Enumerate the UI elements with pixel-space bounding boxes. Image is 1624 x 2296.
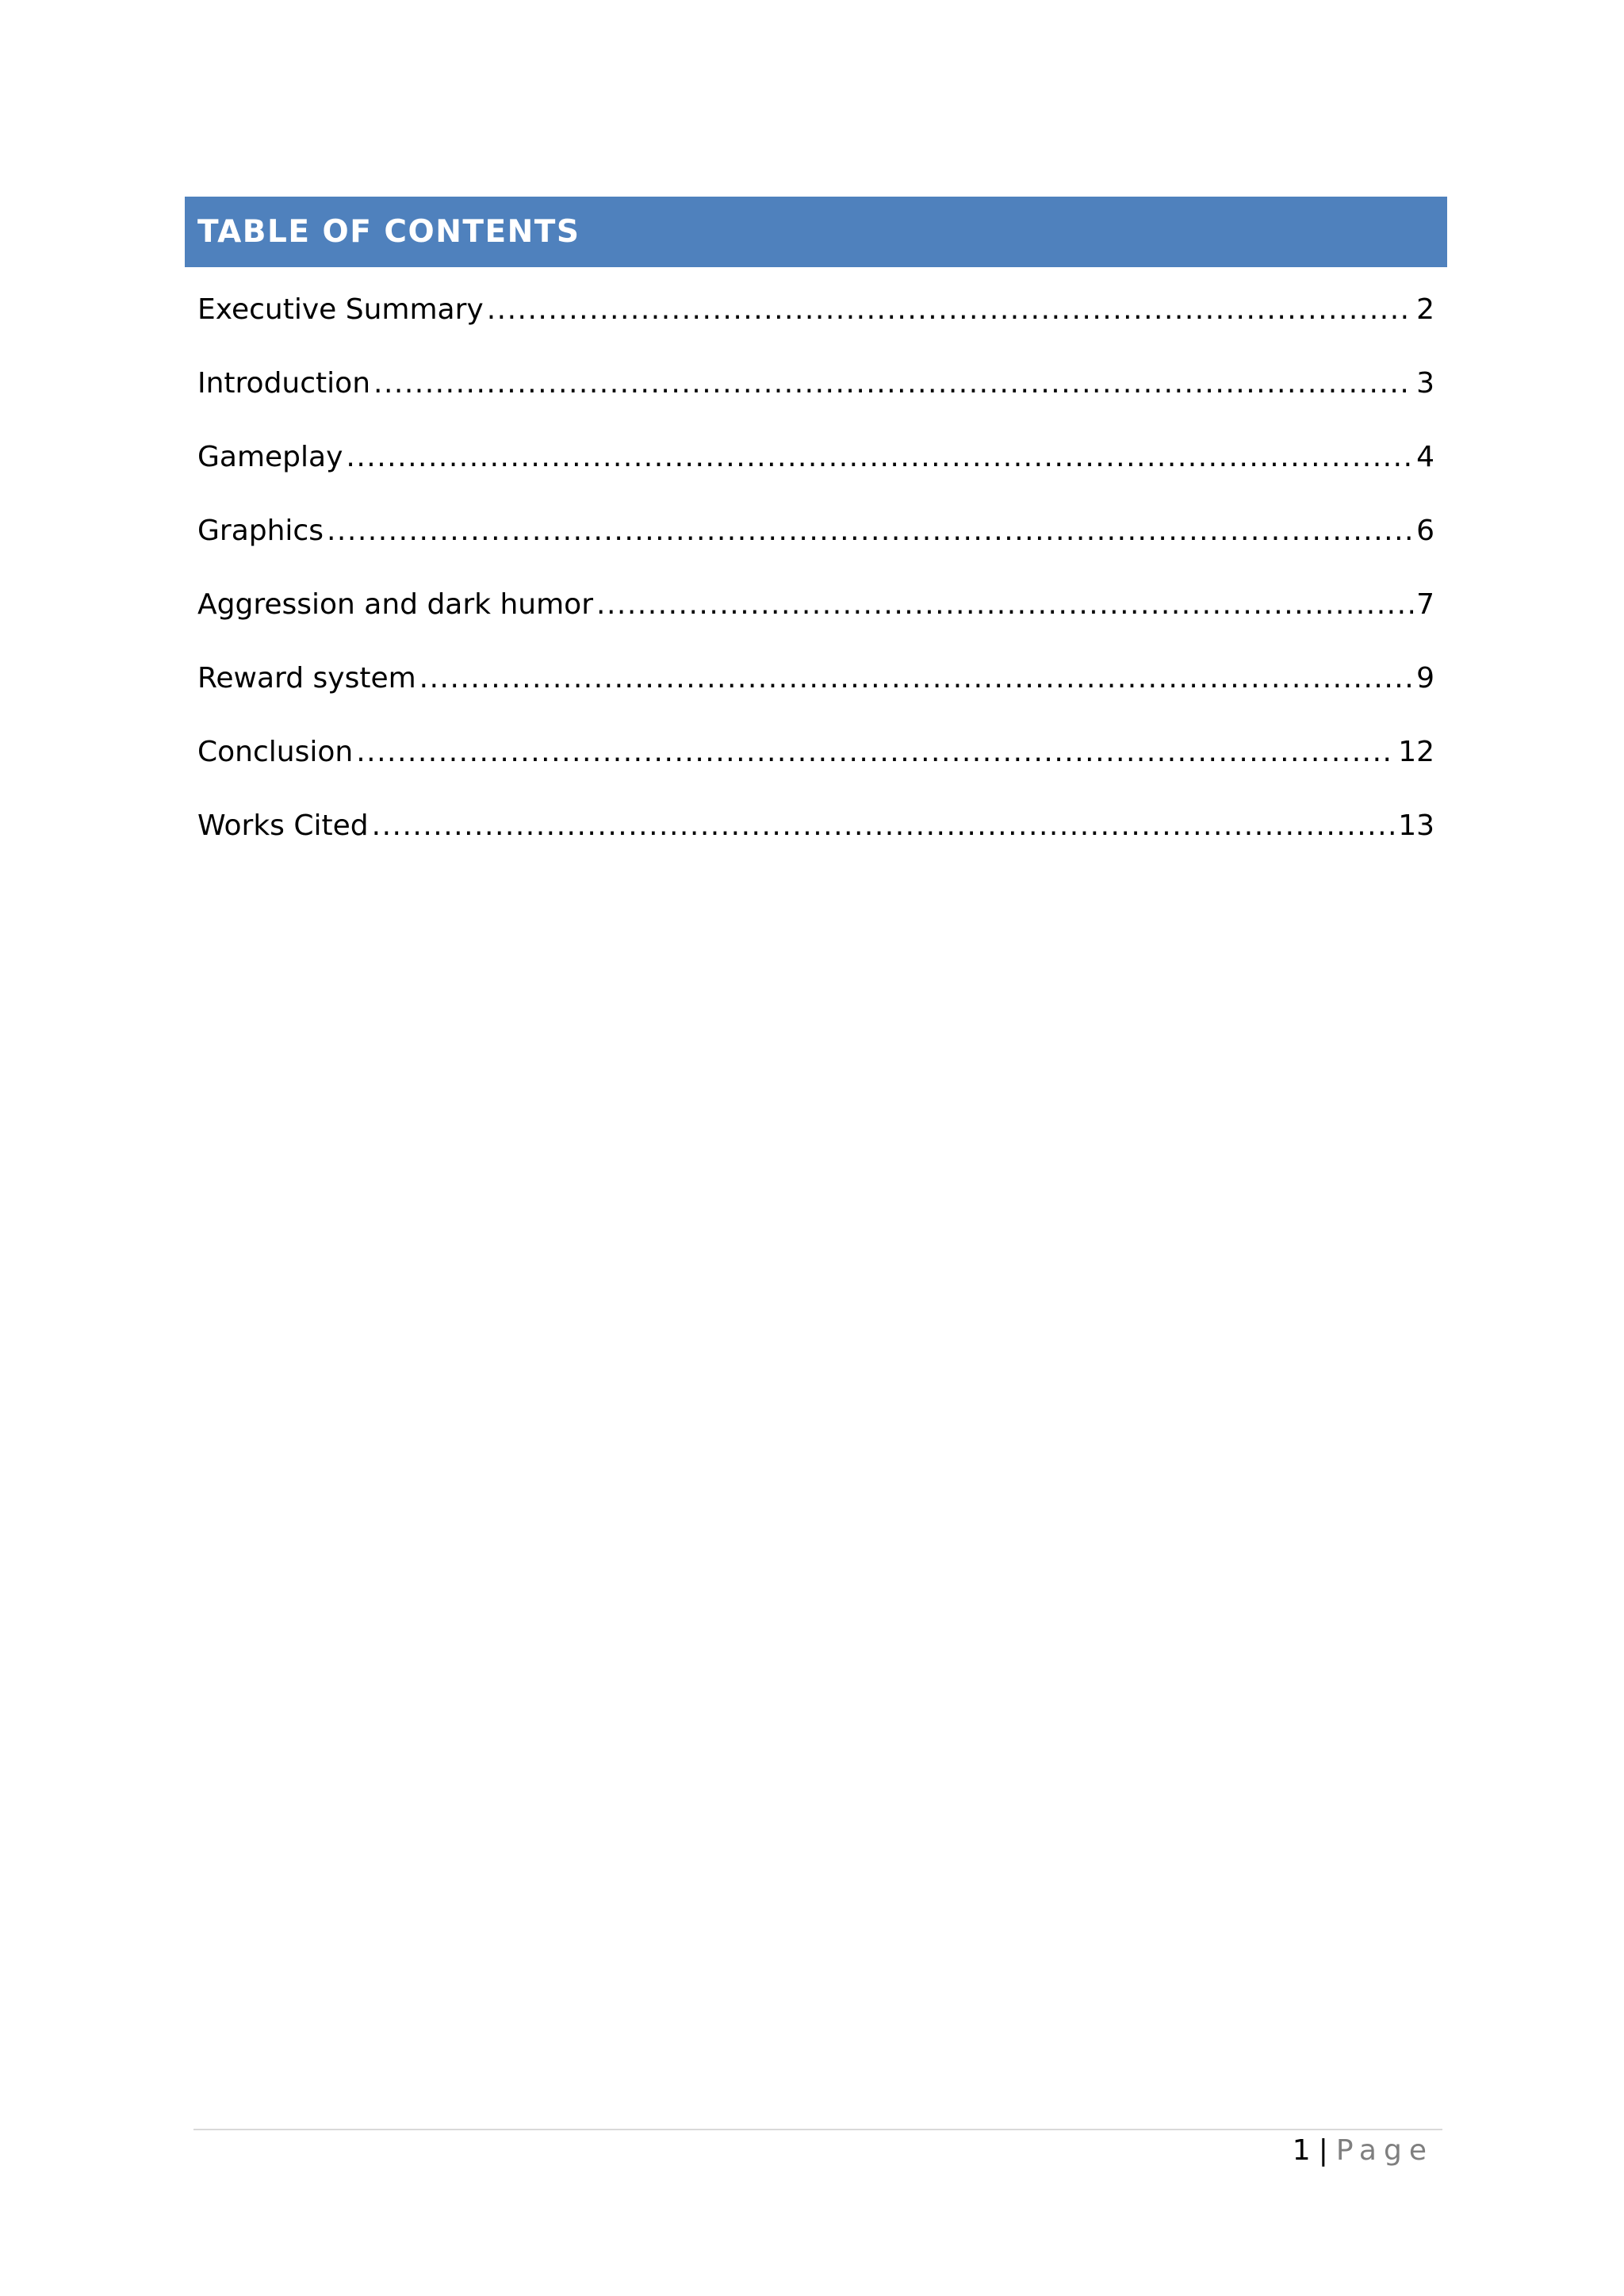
toc-entry-introduction[interactable]	[197, 367, 1434, 441]
toc-dot-leader	[419, 662, 1413, 695]
toc-dot-leader	[327, 515, 1413, 547]
footer-separator: |	[1318, 2134, 1328, 2167]
toc-list	[197, 293, 1434, 883]
toc-entry-page-number: 7	[1416, 588, 1434, 621]
toc-dot-leader	[487, 293, 1413, 326]
toc-entry-label: Executive Summary	[197, 293, 484, 326]
toc-dot-leader	[356, 736, 1395, 768]
toc-entry-aggression-and-dark-humor[interactable]	[197, 588, 1434, 662]
toc-entry-conclusion[interactable]	[197, 736, 1434, 809]
toc-entry-label: Introduction	[197, 367, 371, 400]
toc-entry-label: Graphics	[197, 515, 324, 547]
toc-entry-gameplay[interactable]	[197, 441, 1434, 515]
toc-entry-page-number: 2	[1416, 293, 1434, 326]
toc-entry-page-number: 4	[1416, 441, 1434, 473]
toc-entry-executive-summary[interactable]	[197, 293, 1434, 367]
toc-dot-leader	[372, 809, 1396, 842]
toc-entry-label: Reward system	[197, 662, 416, 695]
toc-entry-page-number: 6	[1416, 515, 1434, 547]
toc-entry-page-number: 13	[1398, 809, 1434, 842]
toc-entry-label: Works Cited	[197, 809, 369, 842]
toc-dot-leader	[373, 367, 1413, 400]
toc-entry-works-cited[interactable]	[197, 809, 1434, 883]
toc-entry-label: Conclusion	[197, 736, 354, 768]
footer-divider	[193, 2129, 1442, 2130]
toc-entry-reward-system[interactable]	[197, 662, 1434, 736]
toc-entry-label: Gameplay	[197, 441, 343, 473]
footer-page-indicator	[1293, 2134, 1434, 2167]
toc-heading-bar	[185, 197, 1447, 267]
footer-page-number: 1	[1292, 2134, 1311, 2167]
toc-entry-graphics[interactable]	[197, 515, 1434, 588]
toc-entry-page-number: 3	[1416, 367, 1434, 400]
toc-title: TABLE OF CONTENTS	[197, 214, 580, 250]
toc-dot-leader	[596, 588, 1413, 621]
footer-page-label: Page	[1335, 2134, 1434, 2167]
toc-entry-label: Aggression and dark humor	[197, 588, 593, 621]
toc-entry-page-number: 12	[1398, 736, 1434, 768]
toc-dot-leader	[346, 441, 1413, 473]
toc-entry-page-number: 9	[1416, 662, 1434, 695]
